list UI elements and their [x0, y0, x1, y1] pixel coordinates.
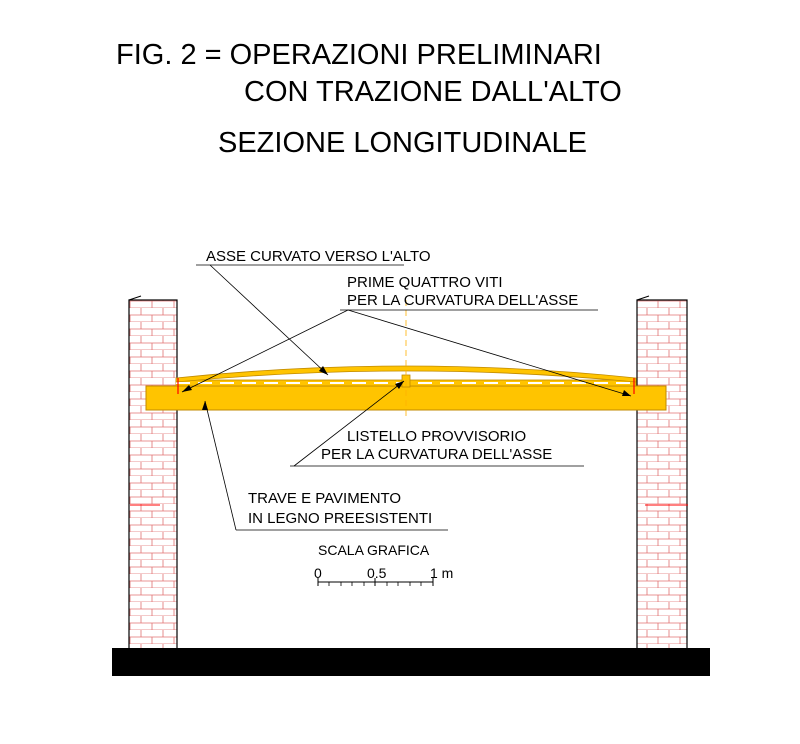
wooden-beam [146, 386, 666, 410]
scale-bar [314, 542, 453, 586]
scale-title: SCALA GRAFICA [318, 542, 430, 558]
scale-tick-05: 0.5 [367, 565, 387, 581]
label-asse-curvato: ASSE CURVATO VERSO L'ALTO [206, 248, 431, 265]
label-trave-2: IN LEGNO PREESISTENTI [248, 510, 433, 527]
leader-asse-curvato [196, 248, 431, 375]
subtitle: SEZIONE LONGITUDINALE [218, 127, 588, 159]
right-brick-wall [637, 296, 687, 650]
label-prime-viti-2: PER LA CURVATURA DELL'ASSE [347, 292, 579, 309]
label-prime-viti-1: PRIME QUATTRO VITI [347, 274, 503, 291]
leader-trave [202, 401, 448, 530]
label-listello-1: LISTELLO PROVVISORIO [347, 428, 527, 445]
ground-slab [112, 648, 710, 676]
scale-tick-1: 1 m [430, 565, 454, 581]
left-brick-wall [129, 296, 177, 650]
label-trave-1: TRAVE E PAVIMENTO [248, 490, 402, 507]
title-line-1: FIG. 2 = OPERAZIONI PRELIMINARI [116, 39, 602, 71]
scale-tick-0: 0 [314, 565, 322, 581]
title-line-2: CON TRAZIONE DALL'ALTO [244, 76, 622, 108]
label-listello-2: PER LA CURVATURA DELL'ASSE [321, 446, 553, 463]
